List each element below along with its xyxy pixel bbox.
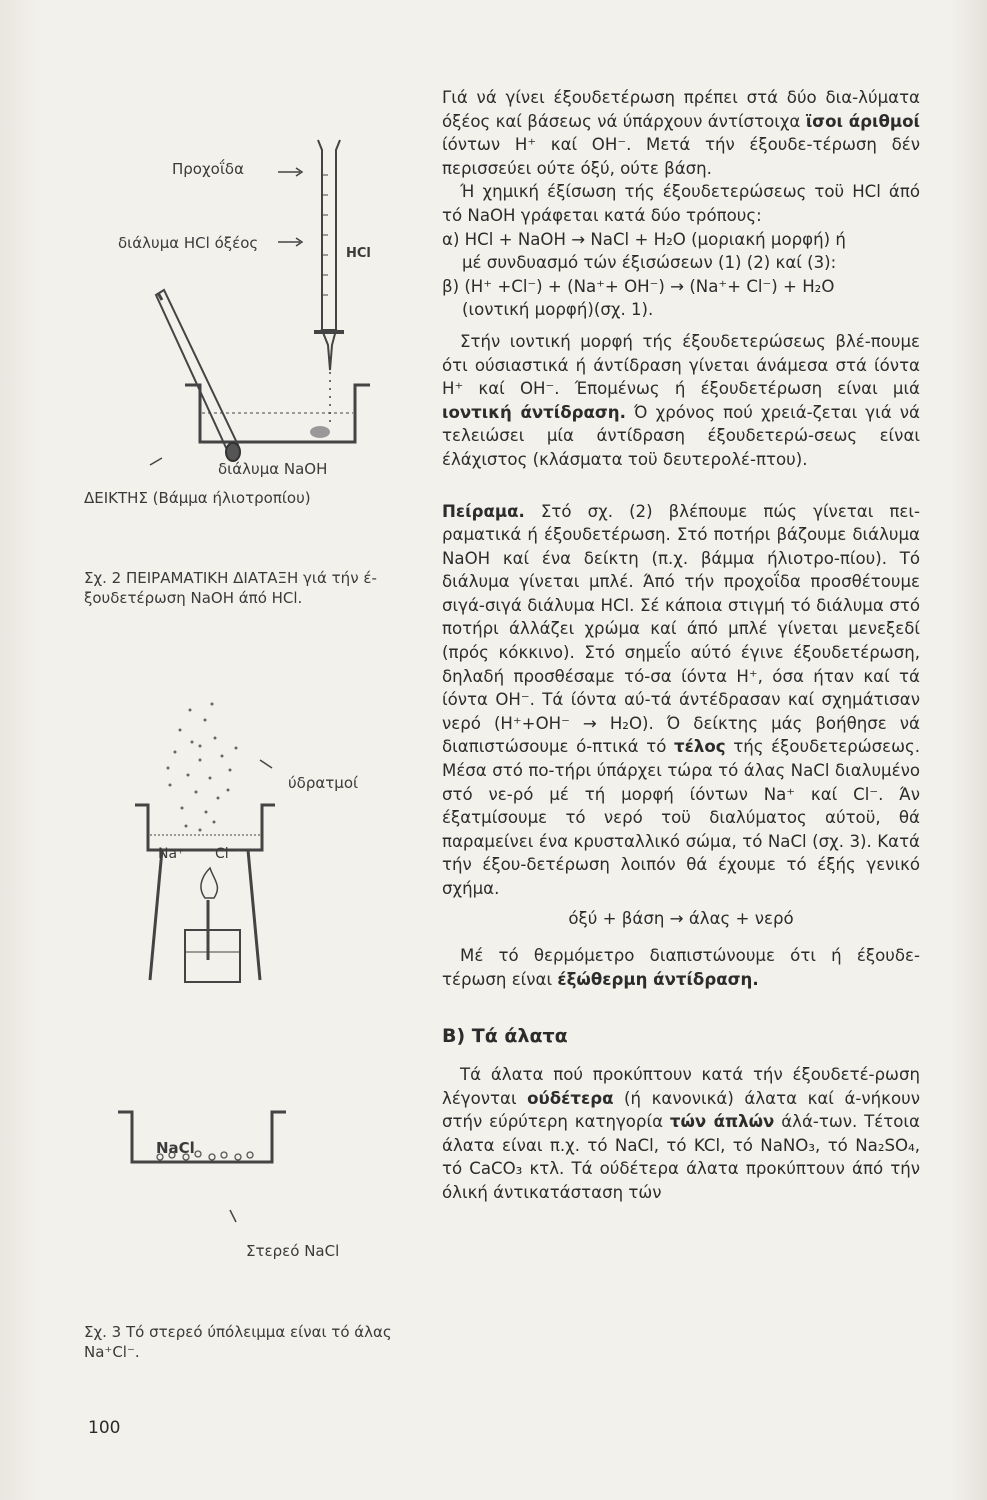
burette-label: Προχοΐδα xyxy=(172,160,244,178)
paragraph-salts: Τά άλατα πού προκύπτουν κατά τήν έξουδετέ-ρωση λέγονται ούδέτερα (ή κανονικά) άλατα καί ά-νήκουν στήν εύρύτερη κατηγορία τών άπλών άλά-των. Τέτοια άλατα είναι π.χ. τό NaCl, τό KCl, τό NaNO₃, τό Na₂SO₄, τό CaCO₃ κτλ. Τά ούδέτερα άλατα προκύπτουν άπό τήν όλική άντικατάσταση τών xyxy=(442,1064,920,1202)
general-scheme-formula: όξύ + βάση → άλας + νερό xyxy=(568,908,794,928)
paragraph-ionic-reaction: Στήν ιοντική μορφή τής έξουδετερώσεως βλέ-πουμε ότι ούσιαστικά ή άντίδραση γίνεται άνάμεσα στά ίόντα H⁺ καί OH⁻. Έπομένως ή έξουδετέρωση είναι μιά ιοντική άντίδραση. Ό χρόνος πού χρειά-ζεται γιά νά τελειώσει μία άντίδραση έξουδετερώ-σεως είναι έλάχιστος (κλάσματα τοϋ δευτερολέ-πτου). xyxy=(442,331,920,469)
section-title-salts: Β) Τά άλατα xyxy=(442,1025,568,1048)
chloride-ion-label: Cl⁻ xyxy=(215,846,237,862)
equation-ionic: β) (H⁺ +Cl⁻) + (Na⁺+ OH⁻) → (Na⁺+ Cl⁻) + H₂O xyxy=(442,276,835,296)
solid-residue-figure xyxy=(0,1100,420,1240)
equation-ionic-continued: (ιοντική μορφή)(σχ. 1). xyxy=(462,300,654,320)
vapor-label: ύδρατμοί xyxy=(288,774,359,792)
sodium-ion-label: Na⁺ xyxy=(158,846,185,862)
paragraph-exothermic: Μέ τό θερμόμετρο διαπιστώνουμε ότι ή έξουδε-τέρωση είναι έξώθερμη άντίδραση. xyxy=(442,946,920,989)
solid-nacl-label: Στερεό NaCl xyxy=(246,1242,340,1260)
nacl-label: NaCl xyxy=(156,1139,195,1157)
equation-molecular: α) HCl + NaOH → NaCl + H₂O (μοριακή μορφή) ή xyxy=(442,229,846,249)
evaporation-figure xyxy=(0,690,420,1010)
acid-solution-label: διάλυμα HCl όξέος xyxy=(118,234,259,252)
base-solution-label: διάλυμα NaOH xyxy=(218,460,328,478)
figure-2-caption: Σχ. 2 ΠΕΙΡΑΜΑΤΙΚΗ ΔΙΑΤΑΞΗ γιά τήν έ- ξουδετέρωση NaOH άπό HCl. xyxy=(84,569,377,607)
page-number: 100 xyxy=(88,1418,121,1438)
figure-3-caption: Σχ. 3 Τό στερεό ύπόλειμμα είναι τό άλας Na⁺Cl⁻. xyxy=(84,1323,392,1361)
paragraph-equal-ions: Γιά νά γίνει έξουδετέρωση πρέπει στά δύο δια-λύματα όξέος καί βάσεως νά ύπάρχουν άντίστοιχα ϊσοι άριθμοί ίόντων H⁺ καί OH⁻. Μετά τήν έξουδε-τέρωση δέν περισσεύει ούτε όξύ, ούτε βάση. xyxy=(442,88,920,178)
indicator-label: ΔΕΙΚΤΗΣ (Βάμμα ήλιοτροπίου) xyxy=(84,489,311,507)
hcl-label: HCl xyxy=(346,246,371,261)
paragraph-experiment: Πείραμα. Στό σχ. (2) βλέπουμε πώς γίνεται πει-ραματικά ή έξουδετέρωση. Στό ποτήρι βάζουμε διάλυμα NaOH καί ένα δείκτη (π.χ. βάμμα ήλιοτρο-πίου). Τό διάλυμα γίνεται μπλέ. Άπό τήν προχοΐδα προσθέτουμε σιγά-σιγά διάλυμα HCl. Σέ κάποια στιγμή τό διάλυμα στό ποτήρι άλλάζει χρώμα καί άπό μπλέ γίνεται μενεξεδί (πρός κόκκινο). Στό σημεΐο αύτό έγινε έξουδετέρωση, δηλαδή προσθέσαμε τό-σα ίόντα H⁺, όσα ήταν καί τά ίόντα OH⁻. Τά ίόντα αύ-τά άντέδρασαν καί σχημάτισαν νερό (H⁺+OH⁻ → H₂O). Ό δείκτης μάς βοήθησε νά διαπιστώσουμε ό-πτικά τό τέλος τής έξουδετερώσεως. Μέσα στό πο-τήρι ύπάρχει τώρα τό άλας NaCl διαλυμένο στό νε-ρό μέ τή μορφή ίόντων Na⁺ καί Cl⁻. Άν έξατμίσουμε τό νερό τοϋ διαλύματος αύτοϋ, θά παραμείνει ένα κρυσταλλικό σώμα, τό NaCl (σχ. 3). Κατά τήν έξου-δετέρωση λοιπόν θά έχουμε τό έξής γενικό σχήμα. xyxy=(442,501,920,898)
equation-molecular-continued: μέ συνδυασμό τών έξισώσεων (1) (2) καί (3): xyxy=(462,253,837,273)
main-text-column xyxy=(442,86,920,1205)
paragraph-chemical-equation: Ή χημική έξίσωση τής έξουδετερώσεως τοϋ HCl άπό τό NaOH γράφεται κατά δύο τρόπους: xyxy=(442,182,920,225)
